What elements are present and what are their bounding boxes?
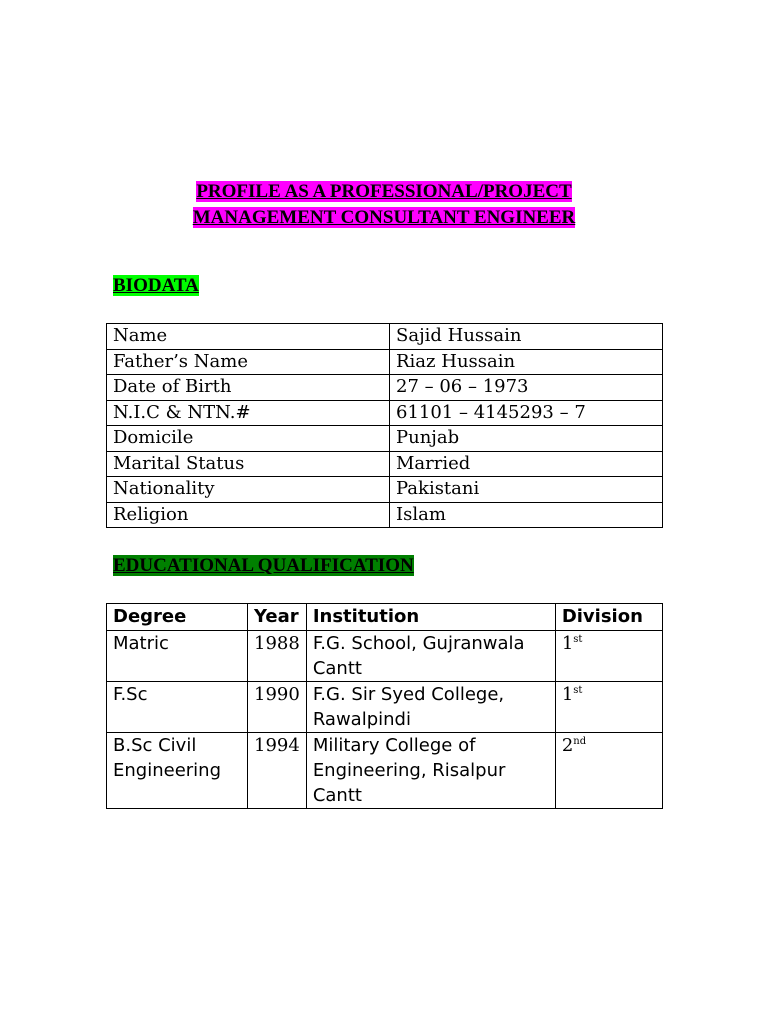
column-header-division: Division xyxy=(555,604,662,631)
biodata-label: Domicile xyxy=(107,426,390,452)
biodata-label: Father’s Name xyxy=(107,349,390,375)
division-cell xyxy=(555,631,662,682)
biodata-label: Marital Status xyxy=(107,451,390,477)
year-cell: 1988 xyxy=(248,631,307,682)
table-row xyxy=(107,631,663,682)
biodata-value: 27 – 06 – 1973 xyxy=(390,375,663,401)
biodata-label: Nationality xyxy=(107,477,390,503)
division-number: 2 xyxy=(561,735,574,756)
biodata-value: Punjab xyxy=(390,426,663,452)
biodata-value: Sajid Hussain xyxy=(390,324,663,350)
column-header-degree: Degree xyxy=(107,604,248,631)
table-row xyxy=(107,477,663,503)
table-row xyxy=(107,426,663,452)
table-row xyxy=(107,451,663,477)
biodata-heading-text: BIODATA xyxy=(113,275,199,296)
division-number: 1 xyxy=(561,684,574,705)
page-title-text-2: MANAGEMENT CONSULTANT ENGINEER xyxy=(192,207,576,228)
division-number: 1 xyxy=(561,633,574,654)
biodata-value: Pakistani xyxy=(390,477,663,503)
institution-cell: F.G. Sir Syed College, Rawalpindi xyxy=(306,682,555,733)
division-cell xyxy=(555,733,662,809)
table-row xyxy=(107,733,663,809)
year-cell: 1994 xyxy=(248,733,307,809)
division-suffix: st xyxy=(573,685,583,696)
division-suffix: nd xyxy=(573,736,587,747)
degree-cell: F.Sc xyxy=(107,682,248,733)
biodata-label: Religion xyxy=(107,502,390,528)
degree-cell: B.Sc Civil Engineering xyxy=(107,733,248,809)
year-cell: 1990 xyxy=(248,682,307,733)
table-row xyxy=(107,682,663,733)
page-title-line-1 xyxy=(0,181,768,203)
biodata-table xyxy=(106,323,663,528)
table-header-row xyxy=(107,604,663,631)
biodata-heading xyxy=(113,275,199,297)
table-row xyxy=(107,375,663,401)
division-cell xyxy=(555,682,662,733)
table-row xyxy=(107,502,663,528)
institution-cell: Military College of Engineering, Risalpur Cantt xyxy=(306,733,555,809)
table-row xyxy=(107,349,663,375)
institution-cell: F.G. School, Gujranwala Cantt xyxy=(306,631,555,682)
degree-cell: Matric xyxy=(107,631,248,682)
biodata-value: Riaz Hussain xyxy=(390,349,663,375)
education-heading xyxy=(113,555,414,577)
education-table xyxy=(106,603,663,809)
biodata-value: Married xyxy=(390,451,663,477)
division-suffix: st xyxy=(573,634,583,645)
column-header-institution: Institution xyxy=(306,604,555,631)
biodata-value: 61101 – 4145293 – 7 xyxy=(390,400,663,426)
page-title-line-2 xyxy=(0,207,768,229)
column-header-year: Year xyxy=(248,604,307,631)
table-row xyxy=(107,324,663,350)
biodata-label: Name xyxy=(107,324,390,350)
education-heading-text: EDUCATIONAL QUALIFICATION xyxy=(113,555,414,576)
biodata-value: Islam xyxy=(390,502,663,528)
table-row xyxy=(107,400,663,426)
biodata-label: Date of Birth xyxy=(107,375,390,401)
biodata-label: N.I.C & NTN.# xyxy=(107,400,390,426)
page-title-text-1: PROFILE AS A PROFESSIONAL/PROJECT xyxy=(196,181,572,202)
